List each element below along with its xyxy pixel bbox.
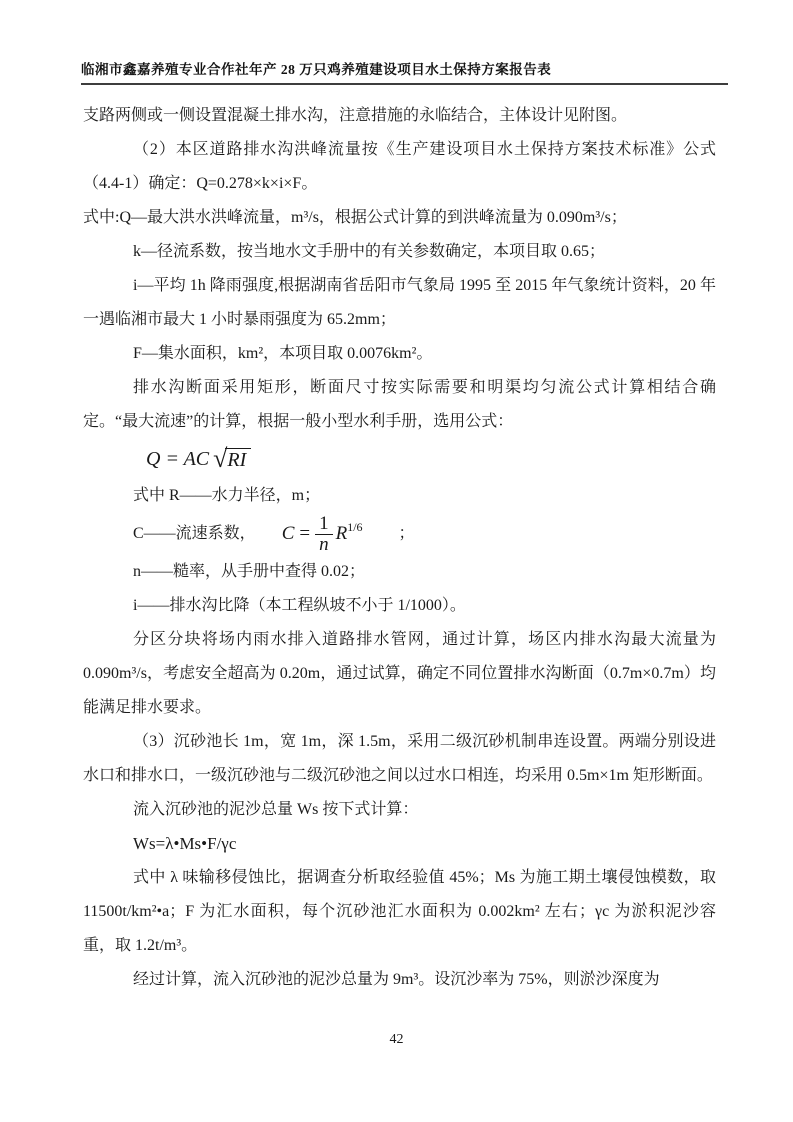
body-paragraph-10: i——排水沟比降（本工程纵坡不小于 1/1000）。 — [133, 597, 466, 614]
body-paragraph-3: 式中:Q—最大洪水洪峰流量，m³/s，根据公式计算的到洪峰流量为 0.090m³/s； — [83, 209, 627, 226]
document-body — [83, 99, 716, 997]
fraction-numerator: 1 — [315, 514, 333, 535]
page-number: 42 — [389, 1032, 404, 1047]
body-paragraph-12: （3）沉砂池长 1m，宽 1m，深 1.5m，采用二级沉砂机制串连设置。两端分别设进水口和排水口，一级沉砂池与二级沉砂池之间以过水口相连，均采用 0.5m×1m 矩形断面。 — [83, 733, 716, 784]
body-paragraph-6: F—集水面积，km²，本项目取 0.0076km²。 — [133, 345, 433, 362]
chezy-prefix: C——流速系数， — [133, 525, 256, 542]
paragraph-chezy-coefficient — [83, 513, 716, 555]
body-paragraph-15: 经过计算，流入沉砂池的泥沙总量为 9m³。设沉沙率为 75%，则淤沙深度为 — [133, 971, 660, 988]
page-header — [81, 58, 728, 85]
body-paragraph-14: 式中 λ 味输移侵蚀比，据调查分析取经验值 45%；Ms 为施工期土壤侵蚀模数，取 11500t/km²•a；F 为汇水面积，每个沉砂池汇水面积为 0.002km² 左右；γc 为淤积泥沙容重，取 1.2t/m³。 — [83, 869, 716, 954]
page-footer — [0, 1030, 793, 1048]
formula-flow-lhs: Q = AC — [146, 448, 210, 470]
body-paragraph-7: 排水沟断面采用矩形，断面尺寸按实际需要和明渠均匀流公式计算相结合确定。“最大流速”的计算，根据一般小型水利手册，选用公式： — [83, 379, 716, 430]
chezy-base: R — [335, 523, 348, 544]
chezy-equals: = — [299, 523, 311, 544]
formula-sediment-ws: Ws=λ•Ms•F/γc — [133, 834, 237, 853]
body-paragraph-9: n——糙率，从手册中查得 0.02； — [133, 563, 366, 580]
chezy-fraction — [315, 514, 333, 555]
body-paragraph-11: 分区分块将场内雨水排入道路排水管网，通过计算，场区内排水沟最大流量为 0.090m³/s，考虑安全超高为 0.20m，通过试算，确定不同位置排水沟断面（0.7m×0.7m）均能满足排水要求。 — [83, 631, 716, 716]
body-paragraph-13: 流入沉砂池的泥沙总量 Ws 按下式计算： — [133, 801, 419, 818]
body-paragraph-2: （2）本区道路排水沟洪峰流量按《生产建设项目水土保持方案技术标准》公式（4.4-1）确定：Q=0.278×k×i×F。 — [83, 141, 716, 192]
body-paragraph-8: 式中 R——水力半径，m； — [133, 487, 321, 504]
body-paragraph-5: i—平均 1h 降雨强度,根据湖南省岳阳市气象局 1995 至 2015 年气象统计资料，20 年一遇临湘市最大 1 小时暴雨强度为 65.2mm； — [83, 277, 716, 328]
chezy-suffix: ； — [398, 525, 415, 542]
chezy-lhs: C — [281, 523, 295, 544]
formula-flow-velocity — [146, 439, 716, 479]
formula-flow-radicand: RI — [225, 448, 251, 471]
header-title: 临湘市鑫嘉养殖专业合作社年产 28 万只鸡养殖建设项目水土保持方案报告表 — [81, 62, 552, 77]
sqrt-symbol: √ — [213, 444, 228, 473]
fraction-denominator: n — [319, 533, 329, 555]
formula-chezy: C = $\frac{1}{n}$ R $^{1/6}$ — [281, 512, 363, 555]
body-paragraph-1: 支路两侧或一侧设置混凝土排水沟，注意措施的永临结合，主体设计见附图。 — [83, 107, 628, 124]
body-paragraph-4: k—径流系数，按当地水文手册中的有关参数确定，本项目取 0.65； — [133, 243, 606, 260]
